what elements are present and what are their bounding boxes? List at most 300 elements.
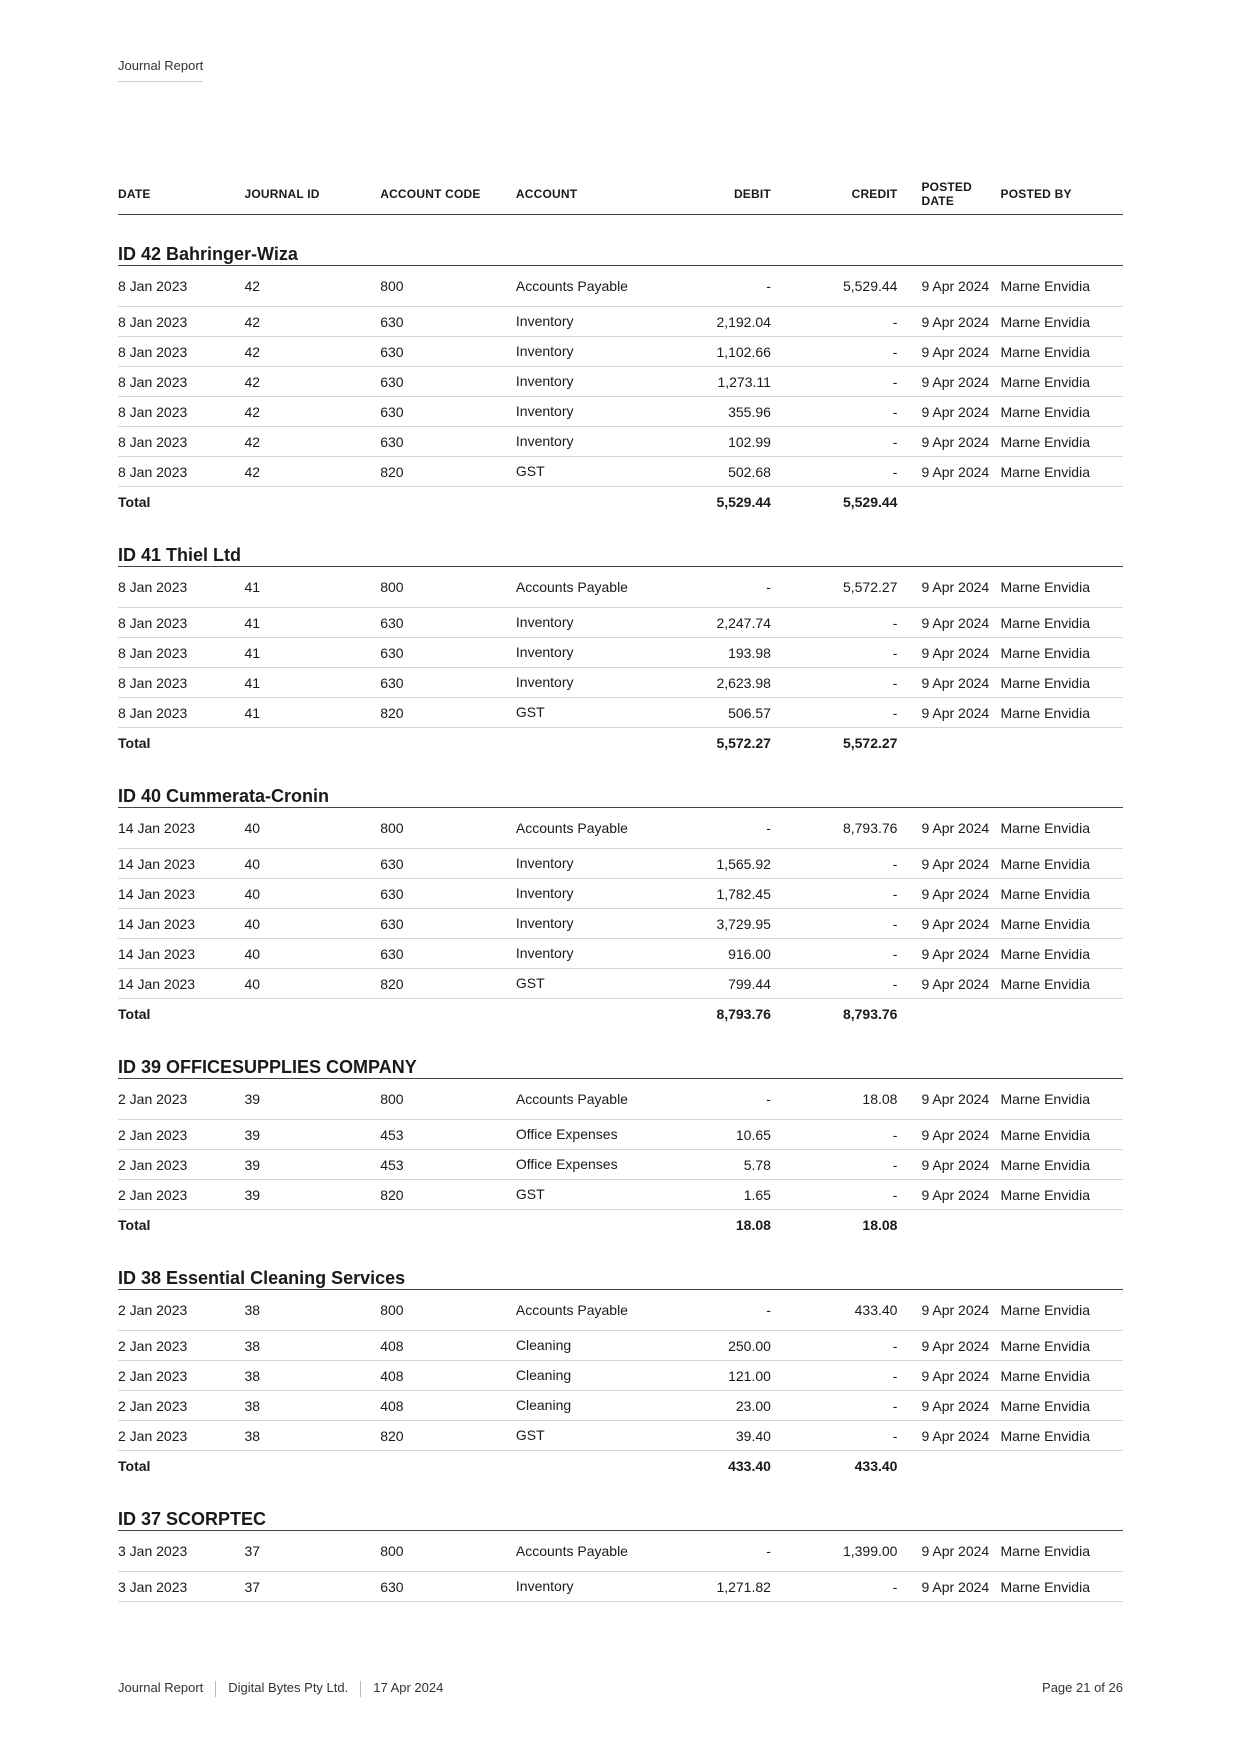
cell-date: 8 Jan 2023 bbox=[118, 668, 245, 698]
table-row bbox=[118, 1290, 1123, 1331]
cell-account-code: 800 bbox=[380, 1531, 516, 1572]
page-header-title: Journal Report bbox=[118, 58, 203, 82]
cell-posted-date: 9 Apr 2024 bbox=[897, 1150, 1000, 1180]
cell-journal-id: 42 bbox=[245, 367, 381, 397]
group-header-row bbox=[118, 215, 1123, 266]
cell-posted-by: Marne Envidia bbox=[1001, 608, 1124, 638]
cell-date: 14 Jan 2023 bbox=[118, 849, 245, 879]
cell-date: 8 Jan 2023 bbox=[118, 698, 245, 728]
cell-date: 2 Jan 2023 bbox=[118, 1421, 245, 1451]
cell-debit: 1,102.66 bbox=[638, 337, 771, 367]
cell-date: 8 Jan 2023 bbox=[118, 427, 245, 457]
cell-journal-id: 41 bbox=[245, 608, 381, 638]
total-label: Total bbox=[118, 493, 151, 510]
cell-posted-date: 9 Apr 2024 bbox=[897, 608, 1000, 638]
cell-account: Inventory bbox=[516, 1572, 638, 1602]
cell-date: 2 Jan 2023 bbox=[118, 1079, 245, 1120]
cell-account: Accounts Payable bbox=[516, 808, 638, 849]
cell-posted-date: 9 Apr 2024 bbox=[897, 1290, 1000, 1331]
total-debit: 5,572.27 bbox=[716, 734, 771, 751]
cell-account-code: 630 bbox=[380, 879, 516, 909]
cell-account: Inventory bbox=[516, 367, 638, 397]
cell-date: 2 Jan 2023 bbox=[118, 1290, 245, 1331]
cell-debit: 2,623.98 bbox=[638, 668, 771, 698]
cell-account-code: 630 bbox=[380, 608, 516, 638]
cell-debit: - bbox=[638, 1531, 771, 1572]
cell-credit: - bbox=[771, 638, 898, 668]
total-label: Total bbox=[118, 734, 151, 751]
cell-posted-date: 9 Apr 2024 bbox=[897, 307, 1000, 337]
table-row bbox=[118, 457, 1123, 487]
cell-account-code: 820 bbox=[380, 457, 516, 487]
cell-credit: - bbox=[771, 608, 898, 638]
cell-credit: 1,399.00 bbox=[771, 1531, 898, 1572]
cell-credit: - bbox=[771, 849, 898, 879]
cell-date: 8 Jan 2023 bbox=[118, 266, 245, 307]
cell-account-code: 630 bbox=[380, 397, 516, 427]
cell-posted-date: 9 Apr 2024 bbox=[897, 567, 1000, 608]
total-spacer bbox=[897, 1451, 1123, 1481]
footer-company: Digital Bytes Pty Ltd. bbox=[228, 1680, 349, 1695]
cell-credit: - bbox=[771, 1361, 898, 1391]
cell-journal-id: 42 bbox=[245, 457, 381, 487]
cell-account-code: 820 bbox=[380, 698, 516, 728]
cell-posted-date: 9 Apr 2024 bbox=[897, 1331, 1000, 1361]
cell-posted-date: 9 Apr 2024 bbox=[897, 1361, 1000, 1391]
cell-posted-date: 9 Apr 2024 bbox=[897, 668, 1000, 698]
table-row bbox=[118, 698, 1123, 728]
cell-debit: 355.96 bbox=[638, 397, 771, 427]
cell-debit: 1,271.82 bbox=[638, 1572, 771, 1602]
cell-credit: - bbox=[771, 879, 898, 909]
cell-account: Inventory bbox=[516, 939, 638, 969]
cell-account: Accounts Payable bbox=[516, 1290, 638, 1331]
total-spacer bbox=[897, 999, 1123, 1029]
cell-credit: - bbox=[771, 1331, 898, 1361]
cell-posted-by: Marne Envidia bbox=[1001, 1290, 1124, 1331]
cell-account: GST bbox=[516, 457, 638, 487]
cell-journal-id: 37 bbox=[245, 1531, 381, 1572]
total-debit: 8,793.76 bbox=[716, 1005, 771, 1022]
footer-divider bbox=[215, 1681, 216, 1697]
cell-posted-by: Marne Envidia bbox=[1001, 638, 1124, 668]
cell-posted-by: Marne Envidia bbox=[1001, 1391, 1124, 1421]
cell-account: Inventory bbox=[516, 608, 638, 638]
cell-date: 2 Jan 2023 bbox=[118, 1180, 245, 1210]
group-title: ID 39 OFFICESUPPLIES COMPANY bbox=[118, 1028, 1123, 1079]
cell-posted-date: 9 Apr 2024 bbox=[897, 879, 1000, 909]
cell-posted-by: Marne Envidia bbox=[1001, 1572, 1124, 1602]
cell-credit: - bbox=[771, 427, 898, 457]
cell-posted-by: Marne Envidia bbox=[1001, 1331, 1124, 1361]
total-debit: 5,529.44 bbox=[716, 493, 771, 510]
cell-journal-id: 41 bbox=[245, 638, 381, 668]
cell-posted-date: 9 Apr 2024 bbox=[897, 849, 1000, 879]
cell-account-code: 408 bbox=[380, 1331, 516, 1361]
table-row bbox=[118, 1531, 1123, 1572]
cell-account: Accounts Payable bbox=[516, 567, 638, 608]
cell-posted-by: Marne Envidia bbox=[1001, 969, 1124, 999]
cell-account: GST bbox=[516, 1421, 638, 1451]
cell-posted-date: 9 Apr 2024 bbox=[897, 266, 1000, 307]
cell-debit: 506.57 bbox=[638, 698, 771, 728]
group-header-row bbox=[118, 1480, 1123, 1531]
cell-account-code: 630 bbox=[380, 367, 516, 397]
cell-debit: 1.65 bbox=[638, 1180, 771, 1210]
table-row bbox=[118, 1120, 1123, 1150]
total-row bbox=[118, 1451, 1123, 1481]
cell-account-code: 453 bbox=[380, 1150, 516, 1180]
cell-posted-date: 9 Apr 2024 bbox=[897, 367, 1000, 397]
cell-credit: - bbox=[771, 337, 898, 367]
cell-debit: 121.00 bbox=[638, 1361, 771, 1391]
cell-credit: - bbox=[771, 1421, 898, 1451]
cell-debit: 193.98 bbox=[638, 638, 771, 668]
cell-credit: - bbox=[771, 969, 898, 999]
table-row bbox=[118, 567, 1123, 608]
table-row bbox=[118, 849, 1123, 879]
cell-posted-date: 9 Apr 2024 bbox=[897, 698, 1000, 728]
cell-account-code: 800 bbox=[380, 1290, 516, 1331]
cell-account-code: 630 bbox=[380, 427, 516, 457]
group-header-row bbox=[118, 516, 1123, 567]
total-label: Total bbox=[118, 1216, 151, 1233]
cell-date: 8 Jan 2023 bbox=[118, 397, 245, 427]
cell-account-code: 820 bbox=[380, 1421, 516, 1451]
cell-debit: - bbox=[638, 1079, 771, 1120]
cell-posted-by: Marne Envidia bbox=[1001, 567, 1124, 608]
cell-journal-id: 40 bbox=[245, 879, 381, 909]
cell-posted-by: Marne Envidia bbox=[1001, 698, 1124, 728]
cell-debit: - bbox=[638, 266, 771, 307]
cell-debit: 39.40 bbox=[638, 1421, 771, 1451]
cell-account: Office Expenses bbox=[516, 1120, 638, 1150]
cell-posted-date: 9 Apr 2024 bbox=[897, 1421, 1000, 1451]
col-header-posted-by: POSTED BY bbox=[1001, 180, 1124, 215]
cell-date: 3 Jan 2023 bbox=[118, 1531, 245, 1572]
cell-credit: - bbox=[771, 668, 898, 698]
cell-credit: - bbox=[771, 307, 898, 337]
cell-credit: 8,793.76 bbox=[771, 808, 898, 849]
cell-date: 14 Jan 2023 bbox=[118, 909, 245, 939]
total-credit: 8,793.76 bbox=[842, 1005, 898, 1022]
cell-date: 2 Jan 2023 bbox=[118, 1361, 245, 1391]
total-spacer bbox=[897, 1210, 1123, 1240]
cell-account-code: 630 bbox=[380, 307, 516, 337]
col-header-journal-id: JOURNAL ID bbox=[245, 180, 381, 215]
cell-account-code: 630 bbox=[380, 337, 516, 367]
cell-journal-id: 42 bbox=[245, 266, 381, 307]
table-row bbox=[118, 337, 1123, 367]
cell-posted-date: 9 Apr 2024 bbox=[897, 1391, 1000, 1421]
cell-debit: 102.99 bbox=[638, 427, 771, 457]
cell-posted-by: Marne Envidia bbox=[1001, 909, 1124, 939]
cell-date: 8 Jan 2023 bbox=[118, 337, 245, 367]
cell-posted-by: Marne Envidia bbox=[1001, 367, 1124, 397]
total-debit: 433.40 bbox=[728, 1457, 771, 1474]
cell-credit: - bbox=[771, 1150, 898, 1180]
cell-date: 8 Jan 2023 bbox=[118, 567, 245, 608]
cell-account-code: 630 bbox=[380, 939, 516, 969]
cell-journal-id: 42 bbox=[245, 337, 381, 367]
cell-posted-by: Marne Envidia bbox=[1001, 879, 1124, 909]
cell-date: 8 Jan 2023 bbox=[118, 307, 245, 337]
col-header-credit: CREDIT bbox=[771, 180, 898, 215]
cell-account-code: 800 bbox=[380, 1079, 516, 1120]
group-header-row bbox=[118, 757, 1123, 808]
cell-debit: 1,782.45 bbox=[638, 879, 771, 909]
cell-credit: - bbox=[771, 698, 898, 728]
total-spacer bbox=[897, 487, 1123, 517]
cell-posted-date: 9 Apr 2024 bbox=[897, 909, 1000, 939]
cell-date: 14 Jan 2023 bbox=[118, 969, 245, 999]
cell-account-code: 800 bbox=[380, 567, 516, 608]
total-credit: 5,529.44 bbox=[842, 493, 898, 510]
cell-date: 8 Jan 2023 bbox=[118, 367, 245, 397]
cell-journal-id: 40 bbox=[245, 849, 381, 879]
cell-account: Inventory bbox=[516, 307, 638, 337]
cell-debit: 2,247.74 bbox=[638, 608, 771, 638]
total-credit: 18.08 bbox=[862, 1216, 898, 1233]
total-row bbox=[118, 728, 1123, 758]
cell-account-code: 800 bbox=[380, 266, 516, 307]
cell-date: 3 Jan 2023 bbox=[118, 1572, 245, 1602]
col-header-debit: DEBIT bbox=[638, 180, 771, 215]
cell-posted-date: 9 Apr 2024 bbox=[897, 808, 1000, 849]
cell-journal-id: 38 bbox=[245, 1391, 381, 1421]
cell-account-code: 820 bbox=[380, 969, 516, 999]
cell-account-code: 408 bbox=[380, 1361, 516, 1391]
cell-date: 8 Jan 2023 bbox=[118, 638, 245, 668]
table-row bbox=[118, 1421, 1123, 1451]
table-row bbox=[118, 1391, 1123, 1421]
total-label: Total bbox=[118, 1457, 151, 1474]
footer-page-number: Page 21 of 26 bbox=[1042, 1680, 1123, 1695]
cell-journal-id: 38 bbox=[245, 1361, 381, 1391]
cell-posted-by: Marne Envidia bbox=[1001, 1079, 1124, 1120]
cell-account: Accounts Payable bbox=[516, 1531, 638, 1572]
cell-account: Inventory bbox=[516, 397, 638, 427]
total-debit: 18.08 bbox=[735, 1216, 771, 1233]
total-spacer bbox=[897, 728, 1123, 758]
cell-account-code: 820 bbox=[380, 1180, 516, 1210]
cell-posted-by: Marne Envidia bbox=[1001, 1120, 1124, 1150]
cell-date: 2 Jan 2023 bbox=[118, 1150, 245, 1180]
cell-posted-date: 9 Apr 2024 bbox=[897, 427, 1000, 457]
group-title: ID 41 Thiel Ltd bbox=[118, 516, 1123, 567]
table-header-row bbox=[118, 180, 1123, 215]
cell-account: GST bbox=[516, 1180, 638, 1210]
cell-credit: 433.40 bbox=[771, 1290, 898, 1331]
total-credit: 433.40 bbox=[854, 1457, 898, 1474]
cell-posted-date: 9 Apr 2024 bbox=[897, 939, 1000, 969]
cell-account-code: 800 bbox=[380, 808, 516, 849]
cell-journal-id: 40 bbox=[245, 909, 381, 939]
cell-credit: 18.08 bbox=[771, 1079, 898, 1120]
cell-account: Cleaning bbox=[516, 1391, 638, 1421]
group-title: ID 37 SCORPTEC bbox=[118, 1480, 1123, 1531]
cell-journal-id: 39 bbox=[245, 1079, 381, 1120]
cell-account: Inventory bbox=[516, 638, 638, 668]
cell-journal-id: 39 bbox=[245, 1120, 381, 1150]
cell-posted-by: Marne Envidia bbox=[1001, 668, 1124, 698]
cell-debit: 23.00 bbox=[638, 1391, 771, 1421]
cell-debit: 3,729.95 bbox=[638, 909, 771, 939]
cell-debit: 1,565.92 bbox=[638, 849, 771, 879]
cell-posted-date: 9 Apr 2024 bbox=[897, 969, 1000, 999]
cell-posted-by: Marne Envidia bbox=[1001, 808, 1124, 849]
cell-date: 8 Jan 2023 bbox=[118, 457, 245, 487]
cell-debit: 1,273.11 bbox=[638, 367, 771, 397]
cell-journal-id: 42 bbox=[245, 397, 381, 427]
cell-posted-date: 9 Apr 2024 bbox=[897, 337, 1000, 367]
cell-journal-id: 41 bbox=[245, 698, 381, 728]
cell-posted-date: 9 Apr 2024 bbox=[897, 1180, 1000, 1210]
cell-posted-by: Marne Envidia bbox=[1001, 427, 1124, 457]
journal-report bbox=[118, 180, 1123, 1602]
cell-account: Accounts Payable bbox=[516, 266, 638, 307]
table-row bbox=[118, 939, 1123, 969]
cell-account-code: 408 bbox=[380, 1391, 516, 1421]
cell-posted-date: 9 Apr 2024 bbox=[897, 1531, 1000, 1572]
cell-journal-id: 39 bbox=[245, 1150, 381, 1180]
cell-date: 2 Jan 2023 bbox=[118, 1391, 245, 1421]
table-row bbox=[118, 879, 1123, 909]
cell-journal-id: 37 bbox=[245, 1572, 381, 1602]
total-label: Total bbox=[118, 1005, 151, 1022]
col-header-account: ACCOUNT bbox=[516, 180, 638, 215]
cell-date: 14 Jan 2023 bbox=[118, 939, 245, 969]
cell-posted-by: Marne Envidia bbox=[1001, 337, 1124, 367]
total-credit: 5,572.27 bbox=[842, 734, 898, 751]
cell-account: Cleaning bbox=[516, 1361, 638, 1391]
footer-date: 17 Apr 2024 bbox=[373, 1680, 444, 1695]
cell-account-code: 630 bbox=[380, 1572, 516, 1602]
cell-journal-id: 38 bbox=[245, 1331, 381, 1361]
table-row bbox=[118, 1150, 1123, 1180]
footer-divider bbox=[360, 1681, 361, 1697]
cell-account: Inventory bbox=[516, 668, 638, 698]
cell-credit: - bbox=[771, 1180, 898, 1210]
cell-debit: 10.65 bbox=[638, 1120, 771, 1150]
cell-debit: - bbox=[638, 1290, 771, 1331]
cell-debit: - bbox=[638, 567, 771, 608]
table-row bbox=[118, 668, 1123, 698]
cell-account: Accounts Payable bbox=[516, 1079, 638, 1120]
cell-posted-by: Marne Envidia bbox=[1001, 1421, 1124, 1451]
cell-posted-by: Marne Envidia bbox=[1001, 1531, 1124, 1572]
cell-posted-date: 9 Apr 2024 bbox=[897, 1572, 1000, 1602]
cell-journal-id: 38 bbox=[245, 1290, 381, 1331]
table-row bbox=[118, 367, 1123, 397]
cell-debit: 250.00 bbox=[638, 1331, 771, 1361]
table-row bbox=[118, 266, 1123, 307]
cell-posted-by: Marne Envidia bbox=[1001, 266, 1124, 307]
cell-posted-by: Marne Envidia bbox=[1001, 849, 1124, 879]
table-row bbox=[118, 1079, 1123, 1120]
cell-account: GST bbox=[516, 698, 638, 728]
cell-posted-date: 9 Apr 2024 bbox=[897, 638, 1000, 668]
cell-posted-by: Marne Envidia bbox=[1001, 1180, 1124, 1210]
cell-credit: - bbox=[771, 1120, 898, 1150]
journal-body bbox=[118, 215, 1123, 1602]
group-title: ID 38 Essential Cleaning Services bbox=[118, 1239, 1123, 1290]
col-header-posted-date: POSTED DATE bbox=[897, 180, 1000, 215]
cell-date: 2 Jan 2023 bbox=[118, 1120, 245, 1150]
cell-posted-date: 9 Apr 2024 bbox=[897, 1079, 1000, 1120]
cell-account: Cleaning bbox=[516, 1331, 638, 1361]
total-row bbox=[118, 999, 1123, 1029]
table-row bbox=[118, 1572, 1123, 1602]
cell-journal-id: 39 bbox=[245, 1180, 381, 1210]
cell-journal-id: 42 bbox=[245, 427, 381, 457]
cell-posted-by: Marne Envidia bbox=[1001, 1150, 1124, 1180]
table-row bbox=[118, 1331, 1123, 1361]
cell-account: Inventory bbox=[516, 909, 638, 939]
cell-posted-by: Marne Envidia bbox=[1001, 939, 1124, 969]
col-header-date: DATE bbox=[118, 180, 245, 215]
cell-account-code: 453 bbox=[380, 1120, 516, 1150]
journal-table bbox=[118, 180, 1123, 1602]
cell-debit: 799.44 bbox=[638, 969, 771, 999]
cell-debit: 5.78 bbox=[638, 1150, 771, 1180]
table-row bbox=[118, 1180, 1123, 1210]
cell-credit: 5,572.27 bbox=[771, 567, 898, 608]
cell-posted-date: 9 Apr 2024 bbox=[897, 397, 1000, 427]
cell-journal-id: 40 bbox=[245, 808, 381, 849]
table-row bbox=[118, 969, 1123, 999]
cell-debit: 916.00 bbox=[638, 939, 771, 969]
page-footer bbox=[118, 1680, 1123, 1697]
cell-journal-id: 42 bbox=[245, 307, 381, 337]
cell-account: Inventory bbox=[516, 337, 638, 367]
table-row bbox=[118, 307, 1123, 337]
cell-journal-id: 38 bbox=[245, 1421, 381, 1451]
group-title: ID 40 Cummerata-Cronin bbox=[118, 757, 1123, 808]
cell-account: Inventory bbox=[516, 849, 638, 879]
cell-credit: 5,529.44 bbox=[771, 266, 898, 307]
cell-date: 2 Jan 2023 bbox=[118, 1331, 245, 1361]
cell-journal-id: 40 bbox=[245, 969, 381, 999]
cell-credit: - bbox=[771, 1391, 898, 1421]
cell-posted-by: Marne Envidia bbox=[1001, 397, 1124, 427]
table-row bbox=[118, 1361, 1123, 1391]
cell-debit: 2,192.04 bbox=[638, 307, 771, 337]
table-row bbox=[118, 909, 1123, 939]
cell-account: GST bbox=[516, 969, 638, 999]
total-row bbox=[118, 1210, 1123, 1240]
cell-posted-by: Marne Envidia bbox=[1001, 307, 1124, 337]
cell-account: Inventory bbox=[516, 427, 638, 457]
cell-journal-id: 40 bbox=[245, 939, 381, 969]
cell-debit: - bbox=[638, 808, 771, 849]
table-row bbox=[118, 397, 1123, 427]
cell-posted-date: 9 Apr 2024 bbox=[897, 457, 1000, 487]
cell-account: Inventory bbox=[516, 879, 638, 909]
cell-posted-date: 9 Apr 2024 bbox=[897, 1120, 1000, 1150]
cell-account-code: 630 bbox=[380, 668, 516, 698]
table-row bbox=[118, 608, 1123, 638]
table-row bbox=[118, 638, 1123, 668]
cell-date: 8 Jan 2023 bbox=[118, 608, 245, 638]
cell-account-code: 630 bbox=[380, 638, 516, 668]
cell-credit: - bbox=[771, 397, 898, 427]
table-row bbox=[118, 808, 1123, 849]
cell-journal-id: 41 bbox=[245, 567, 381, 608]
cell-credit: - bbox=[771, 367, 898, 397]
cell-posted-by: Marne Envidia bbox=[1001, 457, 1124, 487]
cell-account: Office Expenses bbox=[516, 1150, 638, 1180]
